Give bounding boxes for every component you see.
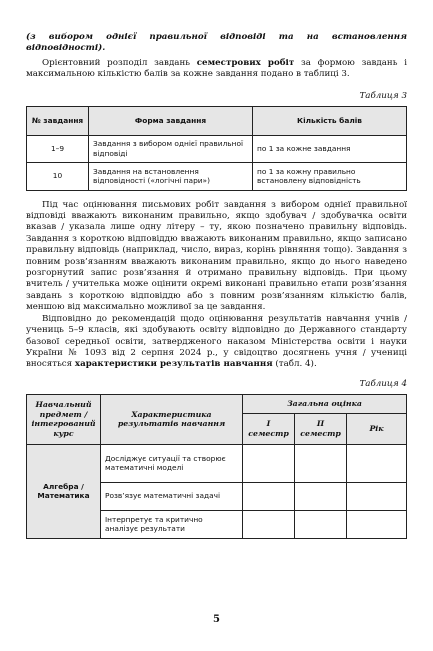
table4-characteristic: Розв’язує математичні задачі xyxy=(101,482,243,510)
table4-grade-cell xyxy=(295,444,347,482)
paragraph-grading: Під час оцінювання письмових робіт завдання з вибором однієї правильної відповіді вважають виконаним правильно, якщо здобувач / здобувачка освіти вказав / указала лише одну літеру – ту, якою позначено правильну відповідь. Завдання з короткою відповіддю вважають виконаним правильно, якщо записано правильну відповідь (наприклад, число, вираз, корінь рівняння тощо). Завдання з повним розв’язанням вважають виконаним правильно, якщо до нього наведено розгорнутий запис розв’язання й отримано правильну відповідь. При цьому вчитель / учителька може оцінити окремі виконані правильно етапи розв’язання завдань з короткою відповіддю або з повним розв’язанням кількістю балів, меншою від максимально можливої за це завдання. xyxy=(26,199,407,313)
table4-caption: Таблиця 4 xyxy=(359,378,407,389)
para3-before: Відповідно до рекомендацій щодо оцінювання результатів навчання учнів / учениць 5–9 класів, які здобувають освіту відповідно до Державного стандарту базової середньої освіти, затвердженого наказом Міністерства освіти і науки України № 1093 від 2 серпня 2024 р., у свідоцтво досягнень учня / учениці вносяться xyxy=(26,313,407,370)
table3-header-points: Кількість балів xyxy=(253,106,407,135)
table4-header-semester-2: ІІ семестр xyxy=(295,413,347,444)
table-row xyxy=(27,162,407,190)
para1-bold: семестрових робіт xyxy=(196,57,295,68)
page-number: 5 xyxy=(213,614,220,625)
para3-bold: характеристики результатів навчання xyxy=(74,359,273,370)
table3-caption: Таблиця 3 xyxy=(359,90,407,101)
table4-grade-cell xyxy=(295,510,347,538)
para3-after: (табл. 4). xyxy=(272,359,317,370)
table3-cell: 10 xyxy=(27,162,89,190)
table3-header-row xyxy=(27,106,407,135)
table3-cell: 1–9 xyxy=(27,135,89,162)
table4-header-row xyxy=(27,394,407,413)
paragraph-distribution xyxy=(26,58,407,81)
table4-grade-cell xyxy=(347,482,407,510)
table3-header-number: № завдання xyxy=(27,106,89,135)
table4-grade-cell xyxy=(347,444,407,482)
table4-grade-cell xyxy=(243,482,295,510)
table4-characteristic: Досліджує ситуації та створює математичні моделі xyxy=(101,444,243,482)
table4-header-subject: Навчальний предмет / інтегрований курс xyxy=(27,394,101,444)
table3-cell: по 1 за кожну правильно встановлену відповідність xyxy=(253,162,407,190)
table3-cell: по 1 за кожне завдання xyxy=(253,135,407,162)
table-row xyxy=(27,135,407,162)
table4-header-characteristic: Характеристика результатів навчання xyxy=(101,394,243,444)
table4-grade-cell xyxy=(295,482,347,510)
table4-grade-cell xyxy=(243,444,295,482)
table4-grade-cell xyxy=(243,510,295,538)
table4 xyxy=(26,394,407,539)
table4-grade-cell xyxy=(347,510,407,538)
table3-cell: Завдання на встановлення відповідності («логічні пари») xyxy=(89,162,253,190)
para1-after: за формою завдань і максимальною кількістю балів за кожне завдання подано в таблиці 3. xyxy=(26,57,407,80)
table4-header-year: Рік xyxy=(347,413,407,444)
table3 xyxy=(26,106,407,191)
table-row xyxy=(27,444,407,482)
table4-characteristic: Інтерпретує та критично аналізує результати xyxy=(101,510,243,538)
intro-line: (з вибором однієї правильної відповіді та на встановлення відповідності). xyxy=(26,32,407,54)
table4-header-overall: Загальна оцінка xyxy=(243,394,407,413)
paragraph-recommendations xyxy=(26,314,407,371)
table4-subject-cell: Алгебра / Математика xyxy=(27,444,101,538)
table4-header-semester-1: І семестр xyxy=(243,413,295,444)
table3-header-form: Форма завдання xyxy=(89,106,253,135)
table3-cell: Завдання з вибором однієї правильної відповіді xyxy=(89,135,253,162)
para1-before: Орієнтовний розподіл завдань xyxy=(42,57,197,68)
